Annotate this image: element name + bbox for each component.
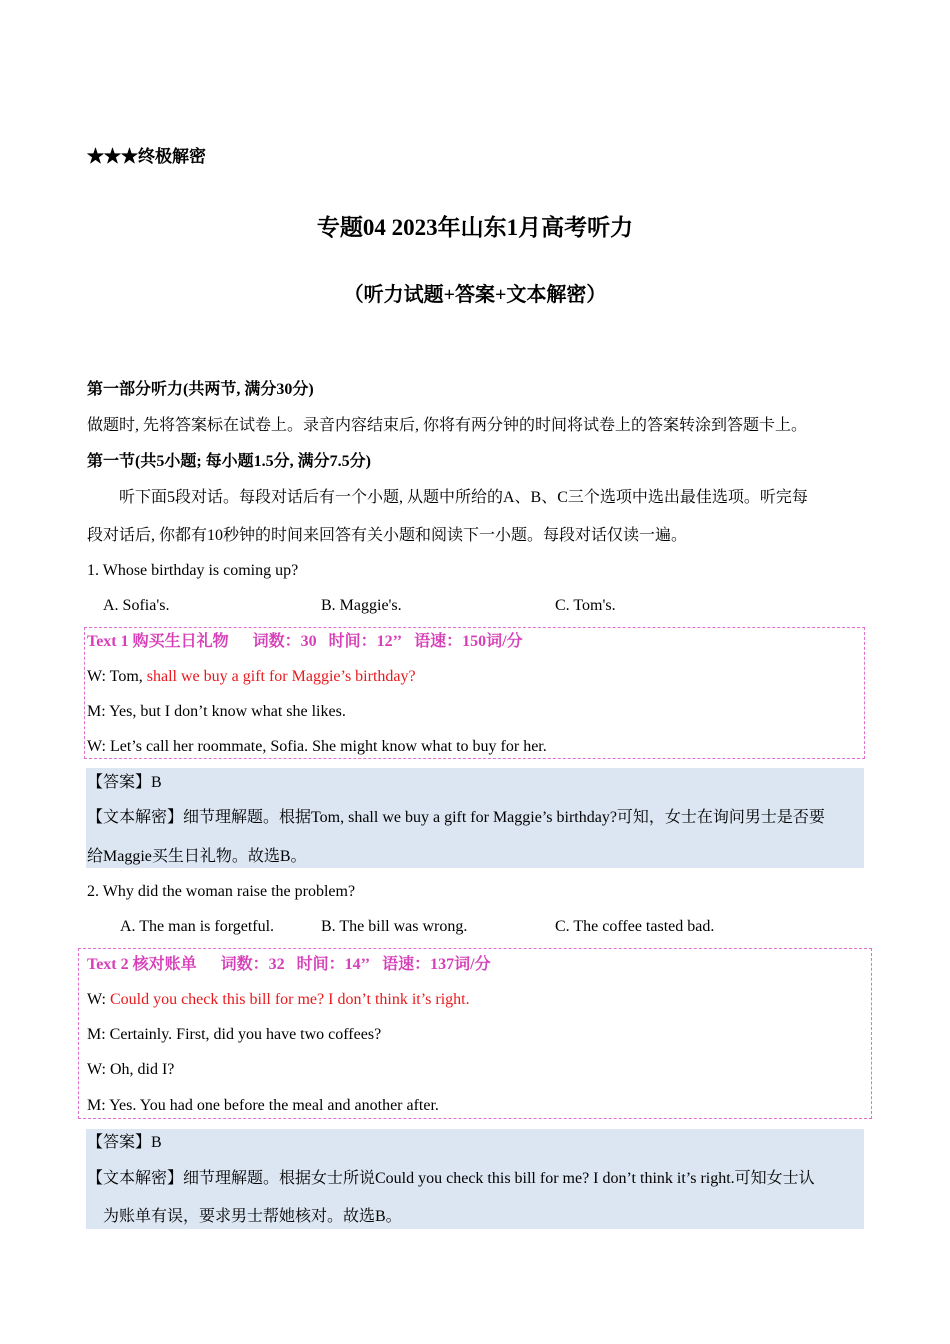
speaker: W: [87,668,110,685]
text2-words: 词数：32 [220,956,285,973]
speaker: W: [87,991,110,1008]
text2-dialogue-line [87,1096,439,1116]
text1-speed: 语速：150词/分 [414,633,523,650]
q2-answer: 【答案】B [87,1134,162,1151]
text1-dialogue-line [87,737,547,757]
dialogue-highlight: Could you check this bill for me? I don’t think it’s right. [109,991,470,1008]
text1-dialogue-line [87,667,416,687]
dialogue-text: Tom, [109,668,147,685]
q1-answer: 【答案】B [87,774,162,791]
text2-label: Text 2 核对账单 [87,956,197,973]
q1-explain-line2: 给Maggie买生日礼物。故选B。 [87,848,307,865]
page-title: 专题04 2023年山东1月高考听力 [316,215,634,240]
text2-dialogue-line [87,1060,174,1080]
q2-explain-line2: 为账单有误，要求男士帮她核对。故选B。 [103,1208,402,1225]
dialogue-highlight: shall we buy a gift for Maggie’s birthday? [146,668,416,685]
part1-instruction: 做题时, 先将答案标在试卷上。录音内容结束后, 你将有两分钟的时间将试卷上的答案转涂到答题卡上。 [87,417,808,434]
question-1: 1. Whose birthday is coming up? [87,562,299,579]
dialogue-text: Certainly. First, did you have two coffees? [109,1026,382,1043]
q1-option-a: A. Sofia's. [103,597,170,614]
speaker: W: [87,1061,110,1078]
text1-time: 时间：12’’ [328,633,403,650]
text1-label: Text 1 购买生日礼物 [87,633,229,650]
q2-option-a: A. The man is forgetful. [120,918,275,935]
speaker: M: [87,1026,110,1043]
text1-words: 词数：30 [252,633,317,650]
q1-option-c: C. Tom's. [555,597,616,614]
q2-explain-line1: 【文本解密】细节理解题。根据女士所说Could you check this bill for me? I don’t think it’s right.可知女士认 [87,1170,815,1187]
page-subtitle: （听力试题+答案+文本解密） [343,284,607,306]
q1-explain-line1: 【文本解密】细节理解题。根据Tom, shall we buy a gift for Maggie’s birthday?可知，女士在询问男士是否要 [87,809,825,826]
speaker: W: [87,738,110,755]
text2-speed: 语速：137词/分 [382,956,491,973]
section1-heading: 第一节(共5小题; 每小题1.5分, 满分7.5分) [87,453,371,470]
dialogue-text: Yes, but I don’t know what she likes. [109,703,346,720]
speaker: M: [87,703,110,720]
section1-intro-line2: 段对话后, 你都有10秒钟的时间来回答有关小题和阅读下一小题。每段对话仅读一遍。 [87,527,688,544]
text2-dialogue-line [87,990,470,1010]
part1-heading: 第一部分听力(共两节, 满分30分) [87,381,314,398]
dialogue-text: Yes. You had one before the meal and another after. [109,1097,439,1114]
text2-dialogue-line [87,1025,381,1045]
dialogue-text: Let’s call her roommate, Sofia. She might know what to buy for her. [109,738,547,755]
text2-time: 时间：14’’ [296,956,371,973]
tag-ultimate-decode: ★★★终极解密 [87,147,206,166]
section1-intro-line1: 听下面5段对话。每段对话后有一个小题, 从题中所给的A、B、C三个选项中选出最佳选项。听完每 [119,489,808,506]
q2-option-c: C. The coffee tasted bad. [555,918,715,935]
text1-dialogue-line [87,702,346,722]
dialogue-text: Oh, did I? [109,1061,175,1078]
q2-option-b: B. The bill was wrong. [321,918,468,935]
text2-header [87,955,491,975]
question-2: 2. Why did the woman raise the problem? [87,883,356,900]
text1-header [87,632,523,652]
speaker: M: [87,1097,110,1114]
q1-option-b: B. Maggie's. [321,597,402,614]
